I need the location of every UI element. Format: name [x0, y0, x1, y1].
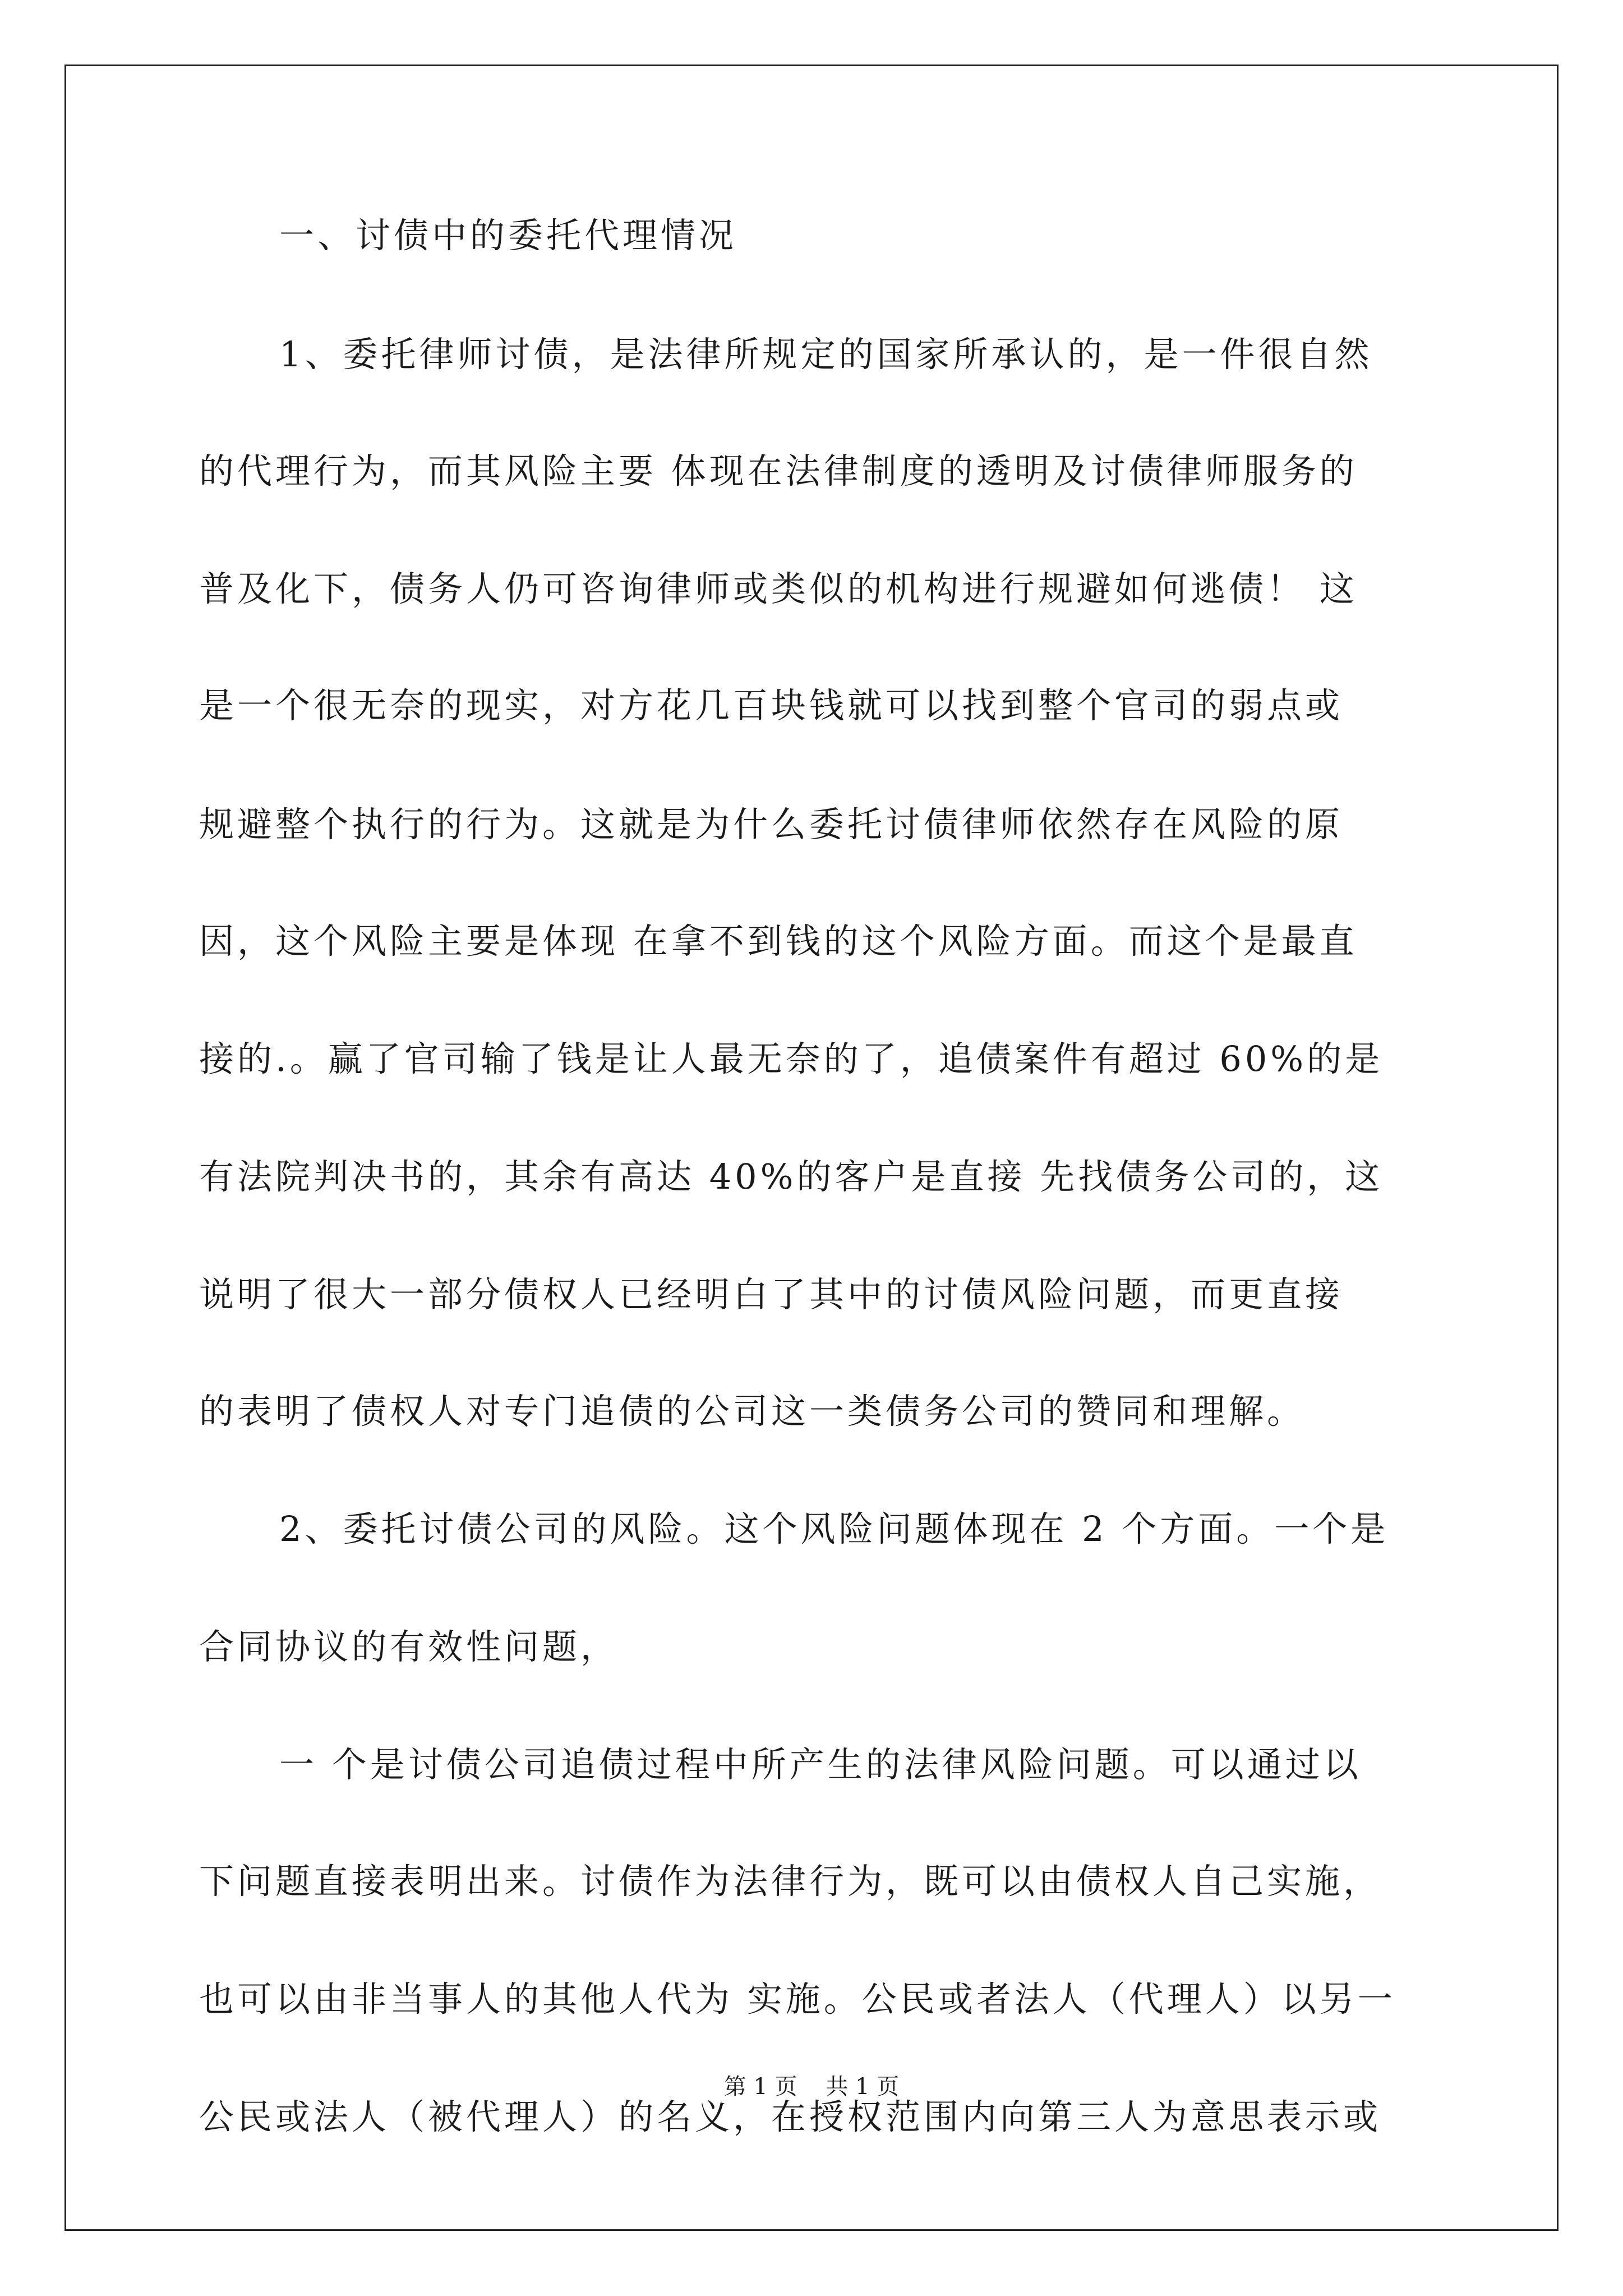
paragraph-line: 的代理行为，而其风险主要 体现在法律制度的透明及讨债律师服务的: [199, 450, 1358, 491]
paragraph-line: 1、委托律师讨债，是法律所规定的国家所承认的，是一件很自然: [279, 334, 1373, 375]
paragraph-line: 2、委托讨债公司的风险。这个风险问题体现在 2 个方面。一个是: [279, 1508, 1389, 1549]
paragraph-line: 接的.。赢了官司输了钱是让人最无奈的了，追债案件有超过 60%的是: [199, 1038, 1384, 1079]
paragraph-line: 一 个是讨债公司追债过程中所产生的法律风险问题。可以通过以: [279, 1744, 1362, 1785]
paragraph-line: 有法院判决书的，其余有高达 40%的客户是直接 先找债务公司的，这: [199, 1156, 1384, 1197]
paragraph-line: 下问题直接表明出来。讨债作为法律行为，既可以由债权人自己实施，: [199, 1861, 1382, 1902]
heading-line: 一、讨债中的委托代理情况: [279, 215, 737, 256]
page-border: [64, 65, 1559, 2231]
paragraph-line: 普及化下，债务人仍可咨询律师或类似的机构进行规避如何逃债！ 这: [199, 568, 1358, 609]
paragraph-line: 的表明了债权人对专门追债的公司这一类债务公司的赞同和理解。: [199, 1391, 1306, 1432]
paragraph-line: 是一个很无奈的现实，对方花几百块钱就可以找到整个官司的弱点或: [199, 685, 1344, 726]
paragraph-line: 规避整个执行的行为。这就是为什么委托讨债律师依然存在风险的原: [199, 804, 1344, 845]
paragraph-line: 说明了很大一部分债权人已经明白了其中的讨债风险问题，而更直接: [199, 1274, 1344, 1315]
page-number-footer: 第 1 页 共 1 页: [723, 2074, 900, 2100]
paragraph-line: 合同协议的有效性问题，: [199, 1626, 619, 1667]
paragraph-line: 因，这个风险主要是体现 在拿不到钱的这个风险方面。而这个是最直: [199, 921, 1358, 961]
paragraph-line: 也可以由非当事人的其他人代为 实施。公民或者法人（代理人）以另一: [199, 1978, 1396, 2019]
paragraph-line: 公民或法人（被代理人）的名义，在授权范围内向第三人为意思表示或: [199, 2096, 1382, 2137]
